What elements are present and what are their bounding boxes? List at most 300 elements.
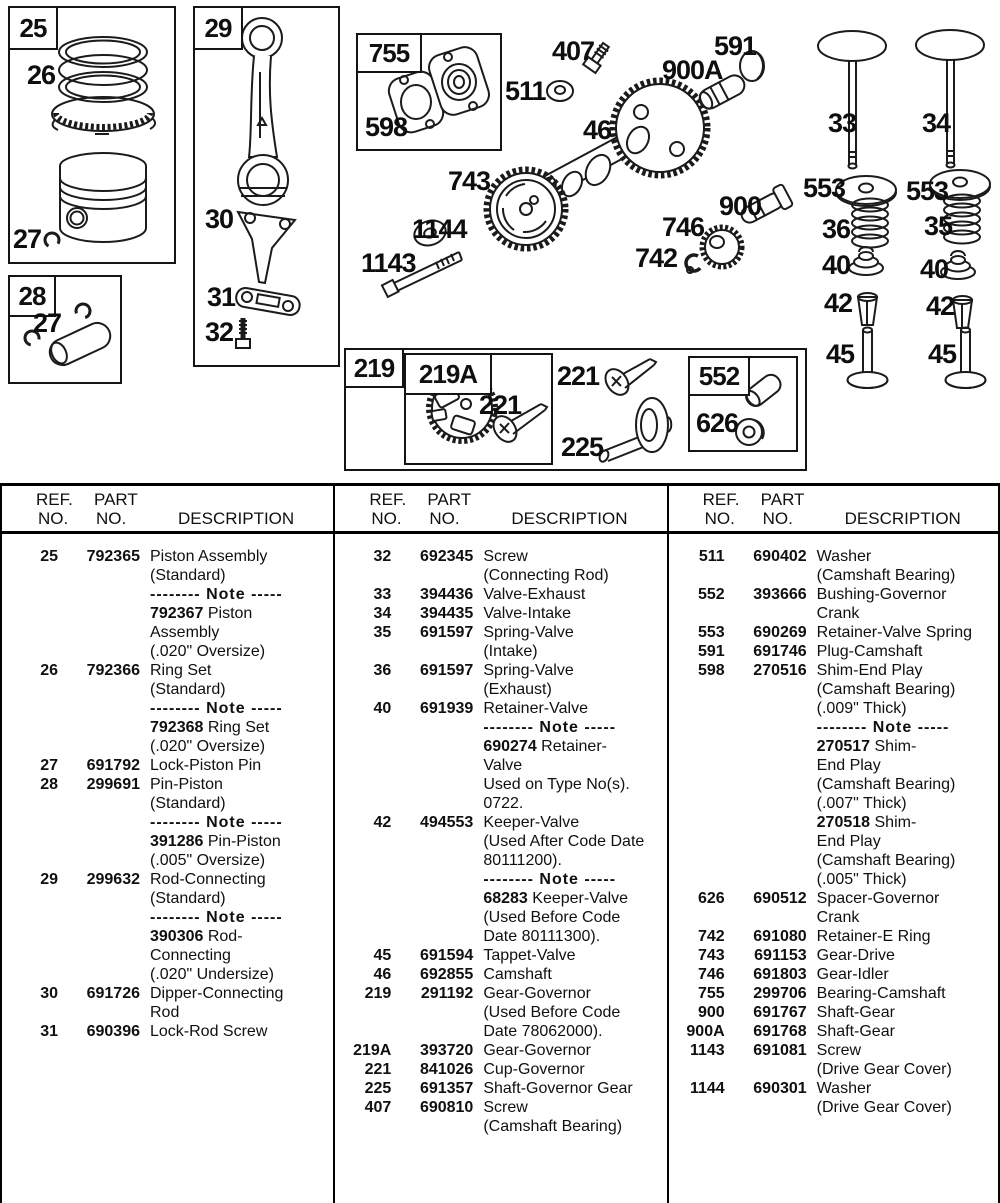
description-cell: [481, 1098, 666, 1136]
table-row: [2, 756, 333, 775]
part-group-label-28: 28: [8, 275, 56, 317]
table-row: [2, 547, 333, 661]
ref-no-cell: 591: [697, 643, 725, 660]
ref-no-header: NO.: [704, 509, 735, 528]
valve-keeper-left-icon: [858, 293, 877, 325]
callout-33: 33: [828, 108, 857, 138]
part-group-box-28: [8, 275, 122, 384]
table-row: [669, 946, 998, 965]
ref-no-cell: 32: [373, 548, 392, 565]
ref-no-cell: 34: [373, 605, 392, 622]
callout-591: 591: [714, 31, 757, 61]
part-no-cell: 690810: [419, 1099, 474, 1116]
description-line: Spring-Valve: [483, 662, 574, 679]
description-cell: [481, 984, 666, 1041]
part-no-cell: 299706: [753, 985, 807, 1002]
description-line: (Camshaft Bearing): [816, 567, 956, 584]
description-cell: [815, 623, 998, 642]
description-line: (.005" Oversize): [150, 852, 266, 869]
description-cell: [481, 699, 666, 813]
description-line: (Used After Code Date: [483, 833, 645, 850]
part-group-label-552: 552: [688, 356, 750, 396]
callout-45b: 45: [928, 339, 957, 369]
part-no-cell: 299691: [86, 776, 140, 793]
description-line: (.007" Thick): [816, 795, 907, 812]
description-line: 270517 Shim-: [816, 738, 917, 755]
description-cell: [815, 661, 998, 889]
part-no-cell: 690301: [753, 1080, 807, 1097]
callout-31: 31: [207, 282, 236, 312]
description-line: Rod-Connecting: [150, 871, 266, 888]
description-line: Used on Type No(s).: [483, 776, 630, 793]
description-cell: [815, 1022, 998, 1041]
description-line: -------- Note -----: [150, 700, 283, 717]
description-cell: [815, 984, 998, 1003]
description-line: Lock-Piston Pin: [150, 757, 262, 774]
description-line: Plug-Camshaft: [816, 643, 923, 660]
table-row: [669, 547, 998, 585]
description-line: Shaft-Gear: [816, 1004, 895, 1021]
ref-no-cell: 746: [697, 966, 725, 983]
description-cell: [815, 889, 998, 927]
table-row: [2, 984, 333, 1022]
ref-no-cell: 743: [697, 947, 725, 964]
callout-32: 32: [205, 317, 234, 347]
description-line: 80111200).: [483, 852, 562, 869]
description-line: Crank: [816, 605, 860, 622]
table-row: [335, 1060, 666, 1079]
ref-no-header: NO.: [371, 509, 402, 528]
part-no-cell: 690402: [753, 548, 807, 565]
part-group-label-29: 29: [193, 6, 243, 50]
ref-no-cell: 35: [373, 624, 392, 641]
table-row: [335, 604, 666, 623]
description-line: 390306 Rod-: [150, 928, 243, 945]
description-line: -------- Note -----: [816, 719, 950, 736]
description-line: Valve-Intake: [483, 605, 572, 622]
description-cell: [815, 965, 998, 984]
description-cell: [481, 1079, 666, 1098]
description-line: Pin-Piston: [150, 776, 223, 793]
table-row: [669, 984, 998, 1003]
ref-no-cell: 900: [697, 1004, 725, 1021]
ref-no-cell: 31: [40, 1023, 58, 1040]
callout-746: 746: [662, 212, 705, 242]
description-cell: [148, 547, 333, 661]
ref-no-cell: 27: [40, 757, 58, 774]
ref-no-cell: 1144: [689, 1080, 725, 1097]
callout-40a: 40: [822, 250, 851, 280]
table-rows: [2, 534, 333, 1041]
table-row: [335, 661, 666, 699]
description-line: (.005" Thick): [816, 871, 907, 888]
callout-36: 36: [822, 214, 851, 244]
description-line: -------- Note -----: [483, 871, 617, 888]
description-line: Shim-End Play: [816, 662, 923, 679]
ref-no-cell: 30: [40, 985, 58, 1002]
description-line: Keeper-Valve: [483, 814, 580, 831]
description-cell: [815, 1041, 998, 1079]
part-no-cell: 691597: [419, 662, 474, 679]
exhaust-valve-sketch: [818, 31, 886, 169]
description-line: 0722.: [483, 795, 524, 812]
part-no-cell: 393666: [753, 586, 807, 603]
valve-keeper-right-icon: [953, 296, 972, 328]
part-no-cell: 394435: [419, 605, 474, 622]
description-cell: [481, 585, 666, 604]
description-line: (Camshaft Bearing): [816, 852, 956, 869]
part-no-cell: 691597: [419, 624, 474, 641]
ref-no-cell: 626: [697, 890, 725, 907]
description-cell: [481, 604, 666, 623]
description-cell: [815, 946, 998, 965]
description-header: DESCRIPTION: [844, 509, 961, 528]
table-row: [669, 965, 998, 984]
table-row: [669, 623, 998, 642]
description-line: 391286 Pin-Piston: [150, 833, 281, 850]
part-no-cell: 841026: [419, 1061, 474, 1078]
part-no-cell: 691746: [753, 643, 807, 660]
callout-742: 742: [635, 243, 678, 273]
description-line: (Camshaft Bearing): [816, 681, 956, 698]
description-line: Screw: [483, 548, 528, 565]
ref-no-header: REF.: [369, 490, 407, 509]
description-cell: [815, 585, 998, 623]
description-cell: [481, 547, 666, 585]
ref-no-cell: 219A: [353, 1042, 392, 1059]
table-row: [335, 965, 666, 984]
description-line: (Connecting Rod): [483, 567, 609, 584]
part-group-label-219: 219: [344, 348, 404, 388]
description-line: (Standard): [150, 567, 226, 584]
description-cell: [481, 623, 666, 661]
callout-35: 35: [924, 211, 953, 241]
ref-no-cell: 598: [697, 662, 725, 679]
description-cell: [148, 984, 333, 1022]
valve-retainer-left-icon: [849, 247, 883, 275]
description-line: -------- Note -----: [150, 909, 283, 926]
description-cell: [481, 1041, 666, 1060]
description-line: Valve-Exhaust: [483, 586, 586, 603]
description-line: Gear-Idler: [816, 966, 889, 983]
table-row: [669, 642, 998, 661]
callout-407: 407: [552, 36, 595, 66]
part-no-cell: 691939: [419, 700, 474, 717]
camshaft-bearing-washer-icon: [547, 81, 573, 101]
description-line: -------- Note -----: [483, 719, 617, 736]
part-no-cell: 692345: [419, 548, 474, 565]
ref-no-cell: 45: [373, 947, 392, 964]
part-no-cell: 691768: [753, 1023, 807, 1040]
callout-34: 34: [922, 108, 951, 138]
ref-no-cell: 900A: [686, 1023, 725, 1040]
description-line: Retainer-Valve Spring: [816, 624, 972, 641]
table-row: [669, 1022, 998, 1041]
intake-valve-sketch: [916, 30, 984, 168]
table-header: [669, 486, 998, 534]
part-no-header: NO.: [762, 509, 793, 528]
parts-table: [0, 483, 1000, 1203]
callout-42b: 42: [926, 291, 955, 321]
description-line: (Standard): [150, 681, 226, 698]
part-no-header: NO.: [429, 509, 460, 528]
ref-no-cell: 755: [697, 985, 725, 1002]
part-no-cell: 690512: [753, 890, 807, 907]
description-line: Rod: [150, 1004, 180, 1021]
description-cell: [148, 1022, 333, 1041]
description-line: (.020" Undersize): [150, 966, 274, 983]
part-no-cell: 270516: [753, 662, 807, 679]
ref-no-cell: 26: [40, 662, 58, 679]
description-line: 690274 Retainer-: [483, 738, 607, 755]
description-line: (Standard): [150, 795, 226, 812]
parts-table-column-1: [2, 486, 335, 1203]
part-no-cell: 691357: [419, 1080, 474, 1097]
ref-no-cell: 552: [697, 586, 725, 603]
table-row: [335, 1079, 666, 1098]
table-row: [335, 585, 666, 604]
description-line: End Play: [816, 757, 881, 774]
description-line: -------- Note -----: [150, 814, 283, 831]
description-line: (Camshaft Bearing): [483, 1118, 623, 1135]
description-line: (.020" Oversize): [150, 643, 266, 660]
table-row: [669, 1003, 998, 1022]
part-no-cell: 691081: [753, 1042, 807, 1059]
description-line: Shaft-Gear: [816, 1023, 895, 1040]
description-line: Washer: [816, 548, 872, 565]
description-line: Spacer-Governor: [816, 890, 940, 907]
description-line: Connecting: [150, 947, 231, 964]
table-header: [2, 486, 333, 534]
table-row: [669, 1041, 998, 1079]
description-line: 792368 Ring Set: [150, 719, 270, 736]
part-group-label-219A: 219A: [404, 353, 492, 395]
description-line: Gear-Drive: [816, 947, 895, 964]
description-line: (Standard): [150, 890, 226, 907]
description-line: Dipper-Connecting: [150, 985, 284, 1002]
description-cell: [815, 642, 998, 661]
description-line: Screw: [483, 1099, 528, 1116]
description-line: (Intake): [483, 643, 538, 660]
part-no-cell: 494553: [419, 814, 474, 831]
ref-no-cell: 33: [373, 586, 392, 603]
table-row: [335, 547, 666, 585]
table-row: [2, 870, 333, 984]
callout-511: 511: [505, 76, 546, 106]
callout-553a: 553: [803, 173, 846, 203]
description-line: Retainer-E Ring: [816, 928, 931, 945]
description-cell: [148, 775, 333, 870]
table-row: [2, 661, 333, 756]
ref-no-cell: 511: [698, 548, 725, 565]
callout-30: 30: [205, 204, 234, 234]
table-row: [335, 699, 666, 813]
description-cell: [481, 813, 666, 946]
table-row: [669, 585, 998, 623]
description-line: (Exhaust): [483, 681, 552, 698]
table-row: [335, 946, 666, 965]
table-row: [335, 984, 666, 1041]
description-header: DESCRIPTION: [511, 509, 628, 528]
description-line: Camshaft: [483, 966, 552, 983]
callout-27a: 27: [13, 224, 42, 254]
callout-45a: 45: [826, 339, 855, 369]
part-no-cell: 291192: [420, 985, 474, 1002]
ref-no-header: REF.: [702, 490, 740, 509]
description-cell: [148, 661, 333, 756]
part-no-header: PART: [427, 490, 472, 509]
table-row: [669, 927, 998, 946]
part-no-cell: 394436: [419, 586, 474, 603]
callout-27b: 27: [33, 308, 62, 338]
description-line: End Play: [816, 833, 881, 850]
ref-no-cell: 221: [364, 1061, 392, 1078]
part-no-cell: 691767: [753, 1004, 807, 1021]
description-cell: [481, 946, 666, 965]
description-cell: [815, 927, 998, 946]
description-line: (.020" Oversize): [150, 738, 266, 755]
ref-no-cell: 40: [373, 700, 392, 717]
description-line: 270518 Shim-: [816, 814, 917, 831]
callout-225: 225: [561, 432, 604, 462]
ref-no-cell: 36: [373, 662, 392, 679]
callout-26: 26: [27, 60, 56, 90]
description-cell: [481, 965, 666, 984]
parts-table-column-3: [669, 486, 998, 1203]
ref-no-cell: 28: [40, 776, 58, 793]
callout-40b: 40: [920, 254, 949, 284]
description-line: (Drive Gear Cover): [816, 1099, 952, 1116]
part-no-header: PART: [760, 490, 805, 509]
callout-221b: 221: [557, 361, 600, 391]
description-header: DESCRIPTION: [178, 509, 295, 528]
part-no-cell: 299632: [86, 871, 140, 888]
description-line: -------- Note -----: [150, 586, 283, 603]
description-line: Piston Assembly: [150, 548, 268, 565]
callout-626: 626: [696, 408, 739, 438]
description-line: (Used Before Code: [483, 1004, 621, 1021]
part-no-cell: 792365: [86, 548, 140, 565]
part-no-cell: 692855: [419, 966, 474, 983]
ref-no-cell: 46: [373, 966, 392, 983]
callout-598: 598: [365, 112, 408, 142]
part-no-header: PART: [94, 490, 138, 509]
callout-42a: 42: [824, 288, 853, 318]
part-no-cell: 691594: [419, 947, 474, 964]
table-rows: [335, 534, 666, 1136]
description-line: Ring Set: [150, 662, 212, 679]
part-no-cell: 691803: [753, 966, 807, 983]
callout-900: 900: [719, 191, 762, 221]
description-line: Gear-Governor: [483, 985, 591, 1002]
description-line: Crank: [816, 909, 860, 926]
callout-1144: 1144: [412, 214, 467, 244]
description-line: Assembly: [150, 624, 220, 641]
description-cell: [148, 870, 333, 984]
ref-no-cell: 407: [364, 1099, 392, 1116]
description-line: 792367 Piston: [150, 605, 253, 622]
part-no-cell: 792366: [86, 662, 140, 679]
callout-46: 46: [583, 115, 612, 145]
part-group-label-755: 755: [356, 33, 422, 73]
description-line: Bushing-Governor: [816, 586, 947, 603]
part-no-cell: 691080: [753, 928, 807, 945]
part-no-cell: 691153: [754, 947, 807, 964]
part-no-cell: 690269: [753, 624, 807, 641]
callout-1143: 1143: [361, 248, 416, 278]
table-row: [669, 661, 998, 889]
ref-no-cell: 29: [40, 871, 58, 888]
description-cell: [481, 1060, 666, 1079]
parts-table-column-2: [335, 486, 668, 1203]
description-line: Valve: [483, 757, 523, 774]
description-cell: [815, 547, 998, 585]
camshaft-sketch: [537, 81, 707, 200]
description-line: Bearing-Camshaft: [816, 985, 946, 1002]
part-no-header: NO.: [96, 509, 127, 528]
ref-no-cell: 42: [373, 814, 392, 831]
description-cell: [815, 1079, 998, 1117]
description-line: (Camshaft Bearing): [816, 776, 956, 793]
table-header: [335, 486, 666, 534]
table-row: [669, 1079, 998, 1117]
callout-553b: 553: [906, 176, 949, 206]
table-row: [335, 1041, 666, 1060]
part-no-cell: 691726: [86, 985, 140, 1002]
table-row: [335, 1098, 666, 1136]
callout-221a: 221: [479, 390, 522, 420]
description-cell: [815, 1003, 998, 1022]
ref-no-cell: 1143: [689, 1042, 725, 1059]
callout-900A: 900A: [662, 55, 723, 85]
description-line: (Drive Gear Cover): [816, 1061, 952, 1078]
description-line: Gear-Governor: [483, 1042, 591, 1059]
ref-no-header: NO.: [38, 509, 69, 528]
description-line: Cup-Governor: [483, 1061, 585, 1078]
ref-no-cell: 219: [364, 985, 392, 1002]
description-line: Lock-Rod Screw: [150, 1023, 268, 1040]
table-row: [2, 1022, 333, 1041]
description-line: Washer: [816, 1080, 872, 1097]
description-line: Tappet-Valve: [483, 947, 576, 964]
table-row: [669, 889, 998, 927]
part-no-cell: 690396: [86, 1023, 140, 1040]
ref-no-cell: 742: [697, 928, 725, 945]
description-line: Date 80111300).: [483, 928, 601, 945]
ref-no-cell: 553: [697, 624, 725, 641]
description-cell: [481, 661, 666, 699]
description-cell: [148, 756, 333, 775]
description-line: Retainer-Valve: [483, 700, 588, 717]
table-row: [335, 623, 666, 661]
ref-no-cell: 25: [40, 548, 58, 565]
description-line: Date 78062000).: [483, 1023, 603, 1040]
description-line: 68283 Keeper-Valve: [483, 890, 629, 907]
description-line: Spring-Valve: [483, 624, 574, 641]
ref-no-cell: 225: [364, 1080, 392, 1097]
description-line: (.009" Thick): [816, 700, 907, 717]
part-no-cell: 393720: [419, 1042, 474, 1059]
part-group-label-25: 25: [8, 6, 58, 50]
table-row: [2, 775, 333, 870]
description-line: (Used Before Code: [483, 909, 621, 926]
idler-gear-sketch: [702, 227, 742, 267]
table-rows: [669, 534, 998, 1117]
ref-no-header: REF.: [36, 490, 73, 509]
description-line: Screw: [816, 1042, 862, 1059]
part-no-cell: 691792: [86, 757, 140, 774]
description-line: Shaft-Governor Gear: [483, 1080, 633, 1097]
